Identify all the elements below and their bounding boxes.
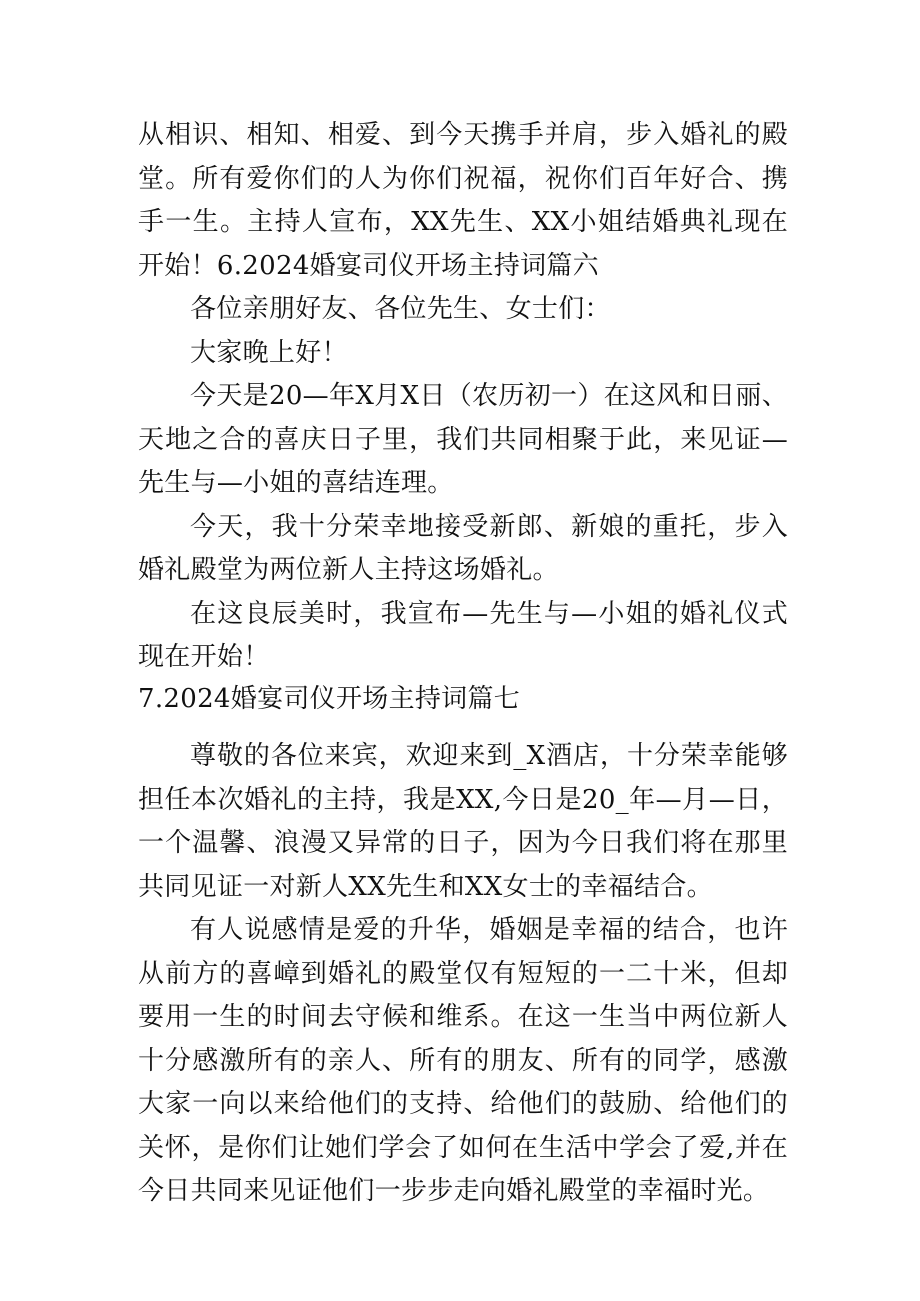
section-6-body — [138, 114, 788, 680]
section-6-paragraph-announce: 在这良辰美时，我宣布—先生与—小姐的婚礼仪式现在开始！ — [138, 598, 788, 672]
section-7-heading-block — [138, 678, 788, 722]
section-6-greeting: 各位亲朋好友、各位先生、女士们： — [190, 294, 611, 324]
section-7-paragraph-love: 有人说感情是爱的升华，婚姻是幸福的结合，也许从前方的喜嶂到婚礼的殿堂仅有短短的一二十米，但却要用一生的时间去守候和维系。在这一生当中两位新人十分感激所有的亲人、所有的朋友、所有的同学，感激大家一向以来给他们的支持、给他们的鼓励、给他们的关怀，是你们让她们学会了如何在生活中学会了爱,并在今日共同来见证他们一步步走向婚礼殿堂的幸福时光。 — [138, 915, 788, 1206]
section-7-body — [138, 735, 788, 1214]
section-6-paragraph-date: 今天是20—年X月X日（农历初一）在这风和日丽、天地之合的喜庆日子里，我们共同相聚于此，来见证—先生与—小姐的喜结连理。 — [138, 381, 788, 498]
section-6-tail-paragraph: 从相识、相知、相爱、到今天携手并肩，步入婚礼的殿堂。所有爱你们的人为你们祝福，祝你们百年好合、携手一生。主持人宣布，XX先生、XX小姐结婚典礼现在开始！6.2024婚宴司仪开场主持词篇六 — [138, 120, 788, 281]
section-7-heading: 7.2024婚宴司仪开场主持词篇七 — [138, 684, 521, 714]
section-6-paragraph-honor: 今天，我十分荣幸地接受新郎、新娘的重托，步入婚礼殿堂为两位新人主持这场婚礼。 — [138, 511, 788, 585]
section-6-good-evening: 大家晚上好！ — [190, 337, 348, 368]
section-7-paragraph-welcome: 尊敬的各位来宾，欢迎来到_X酒店，十分荣幸能够担任本次婚礼的主持，我是XX,今日是20_年—月—日，一个温馨、浪漫又异常的日子，因为今日我们将在那里共同见证一对新人XX先生和XX女士的幸福结合。 — [138, 741, 788, 902]
